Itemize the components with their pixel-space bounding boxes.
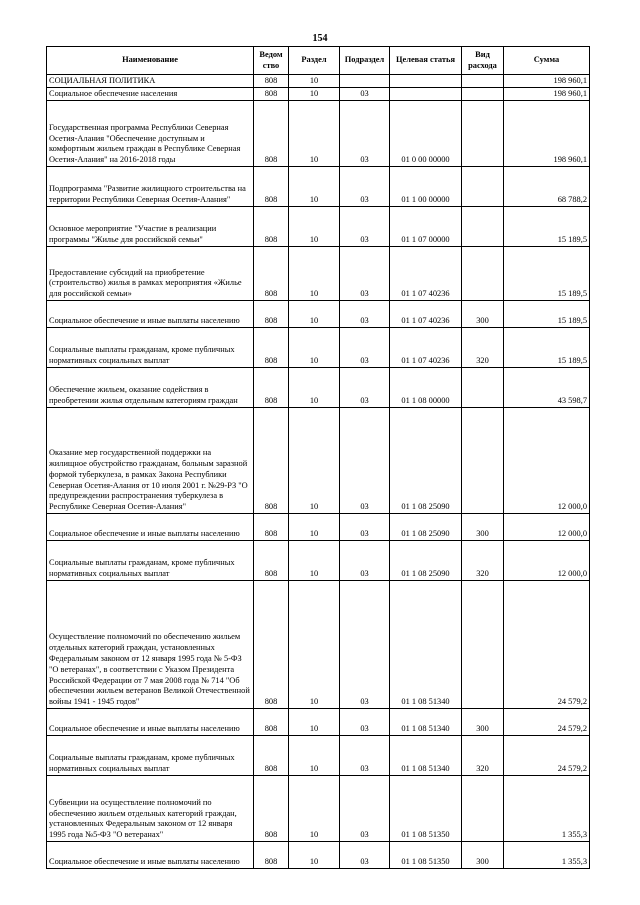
cell-name: Социальные выплаты гражданам, кроме публичных нормативных социальных выплат (47, 736, 254, 776)
cell-summa: 24 579,2 (504, 736, 590, 776)
cell-podrazdel: 03 (340, 541, 390, 581)
cell-vid: 300 (462, 842, 504, 869)
cell-vid: 300 (462, 709, 504, 736)
table-row (47, 581, 590, 709)
cell-podrazdel: 03 (340, 207, 390, 247)
cell-celevaya: 01 1 07 40236 (390, 247, 462, 301)
cell-razdel: 10 (289, 88, 340, 101)
cell-ved: 808 (254, 207, 289, 247)
cell-name: Социальное обеспечение и иные выплаты населению (47, 842, 254, 869)
cell-vid (462, 167, 504, 207)
header-ved: Ведом ство (254, 47, 289, 75)
table-row (47, 776, 590, 842)
table-row (47, 101, 590, 167)
cell-podrazdel: 03 (340, 736, 390, 776)
cell-ved: 808 (254, 328, 289, 368)
cell-razdel: 10 (289, 736, 340, 776)
cell-podrazdel (340, 75, 390, 88)
cell-razdel: 10 (289, 776, 340, 842)
cell-celevaya: 01 1 08 25090 (390, 514, 462, 541)
cell-summa: 12 000,0 (504, 514, 590, 541)
cell-name: Социальное обеспечение и иные выплаты населению (47, 514, 254, 541)
cell-summa: 15 189,5 (504, 328, 590, 368)
cell-podrazdel: 03 (340, 368, 390, 408)
header-razdel: Раздел (289, 47, 340, 75)
cell-podrazdel: 03 (340, 709, 390, 736)
cell-vid: 320 (462, 736, 504, 776)
cell-name: Основное мероприятие "Участие в реализации программы "Жилье для российской семьи" (47, 207, 254, 247)
cell-name: Социальные выплаты гражданам, кроме публичных нормативных социальных выплат (47, 328, 254, 368)
cell-ved: 808 (254, 842, 289, 869)
cell-vid (462, 581, 504, 709)
cell-celevaya: 01 0 00 00000 (390, 101, 462, 167)
cell-ved: 808 (254, 88, 289, 101)
cell-summa: 198 960,1 (504, 88, 590, 101)
cell-ved: 808 (254, 408, 289, 514)
table-row (47, 408, 590, 514)
cell-vid: 300 (462, 301, 504, 328)
cell-summa: 12 000,0 (504, 408, 590, 514)
cell-celevaya: 01 1 08 51350 (390, 776, 462, 842)
cell-celevaya: 01 1 00 00000 (390, 167, 462, 207)
cell-vid (462, 207, 504, 247)
header-name: Наименование (47, 47, 254, 75)
cell-podrazdel: 03 (340, 167, 390, 207)
cell-name: Субвенции на осуществление полномочий по обеспечению жильем отдельных категорий граждан, установленных Федеральным законом от 12 января 1995 года №5-ФЗ "О ветеранах" (47, 776, 254, 842)
table-row (47, 75, 590, 88)
table-header-row (47, 47, 590, 75)
cell-name: Социальное обеспечение и иные выплаты населению (47, 709, 254, 736)
cell-celevaya: 01 1 08 51340 (390, 709, 462, 736)
cell-ved: 808 (254, 736, 289, 776)
cell-podrazdel: 03 (340, 247, 390, 301)
cell-summa: 43 598,7 (504, 368, 590, 408)
cell-summa: 15 189,5 (504, 207, 590, 247)
cell-razdel: 10 (289, 408, 340, 514)
cell-summa: 68 788,2 (504, 167, 590, 207)
table-row (47, 709, 590, 736)
cell-razdel: 10 (289, 709, 340, 736)
table-row (47, 368, 590, 408)
cell-vid (462, 368, 504, 408)
cell-name: Государственная программа Республики Северная Осетия-Алания "Обеспечение доступным и комфортным жильем граждан в Республике Северная Осетия-Алания" на 2016-2018 годы (47, 101, 254, 167)
cell-name: Оказание мер государственной поддержки на жилищное обустройство гражданам, больным заразной формой туберкулеза, в рамках Закона Республики Северная Осетия-Алания от 10 июля 2001 г. №29-РЗ "О предупреждении распространения туберкулеза в Республике Северная Осетия-Алания" (47, 408, 254, 514)
cell-ved: 808 (254, 75, 289, 88)
table-row (47, 301, 590, 328)
cell-name: Предоставление субсидий на приобретение (строительство) жилья в рамках мероприятия «Жилье для российской семьи» (47, 247, 254, 301)
cell-ved: 808 (254, 581, 289, 709)
cell-celevaya: 01 1 08 51350 (390, 842, 462, 869)
cell-celevaya: 01 1 08 51340 (390, 581, 462, 709)
cell-razdel: 10 (289, 368, 340, 408)
cell-podrazdel: 03 (340, 514, 390, 541)
table-row (47, 328, 590, 368)
cell-ved: 808 (254, 301, 289, 328)
cell-celevaya: 01 1 07 00000 (390, 207, 462, 247)
cell-name: Социальное обеспечение населения (47, 88, 254, 101)
cell-podrazdel: 03 (340, 776, 390, 842)
cell-razdel: 10 (289, 75, 340, 88)
cell-ved: 808 (254, 167, 289, 207)
cell-celevaya: 01 1 08 25090 (390, 541, 462, 581)
cell-celevaya: 01 1 08 25090 (390, 408, 462, 514)
cell-razdel: 10 (289, 842, 340, 869)
cell-razdel: 10 (289, 207, 340, 247)
cell-vid (462, 75, 504, 88)
table-row (47, 736, 590, 776)
cell-ved: 808 (254, 101, 289, 167)
cell-ved: 808 (254, 709, 289, 736)
cell-vid (462, 776, 504, 842)
header-celevaya: Целевая статья (390, 47, 462, 75)
header-summa: Сумма (504, 47, 590, 75)
table-row (47, 541, 590, 581)
cell-name: СОЦИАЛЬНАЯ ПОЛИТИКА (47, 75, 254, 88)
table-row (47, 514, 590, 541)
cell-name: Социальное обеспечение и иные выплаты населению (47, 301, 254, 328)
cell-razdel: 10 (289, 247, 340, 301)
cell-name: Подпрограмма "Развитие жилищного строительства на территории Республики Северная Осетия-Алания" (47, 167, 254, 207)
cell-ved: 808 (254, 247, 289, 301)
budget-table (46, 46, 590, 869)
cell-razdel: 10 (289, 167, 340, 207)
cell-razdel: 10 (289, 581, 340, 709)
cell-summa: 15 189,5 (504, 247, 590, 301)
cell-summa: 24 579,2 (504, 709, 590, 736)
cell-celevaya: 01 1 08 51340 (390, 736, 462, 776)
cell-podrazdel: 03 (340, 408, 390, 514)
cell-razdel: 10 (289, 514, 340, 541)
cell-vid (462, 88, 504, 101)
cell-vid (462, 247, 504, 301)
cell-summa: 1 355,3 (504, 776, 590, 842)
cell-celevaya (390, 75, 462, 88)
cell-celevaya: 01 1 07 40236 (390, 328, 462, 368)
cell-vid: 300 (462, 514, 504, 541)
cell-vid: 320 (462, 328, 504, 368)
cell-name: Осуществление полномочий по обеспечению жильем отдельных категорий граждан, установленных Федеральным законом от 12 января 1995 года № 5-ФЗ "О ветеранах", в соответствии с Указом Президента Российской Федерации от 7 мая 2008 года № 714 "Об обеспечении жильем ветеранов Великой Отечественной войны 1941 - 1945 годов" (47, 581, 254, 709)
cell-celevaya: 01 1 08 00000 (390, 368, 462, 408)
cell-razdel: 10 (289, 541, 340, 581)
cell-vid: 320 (462, 541, 504, 581)
cell-podrazdel: 03 (340, 301, 390, 328)
cell-name: Социальные выплаты гражданам, кроме публичных нормативных социальных выплат (47, 541, 254, 581)
cell-summa: 1 355,3 (504, 842, 590, 869)
cell-summa: 15 189,5 (504, 301, 590, 328)
cell-razdel: 10 (289, 328, 340, 368)
cell-vid (462, 101, 504, 167)
cell-ved: 808 (254, 541, 289, 581)
cell-vid (462, 408, 504, 514)
page-number: 154 (312, 33, 328, 44)
cell-name: Обеспечение жильем, оказание содействия в преобретении жилья отдельным категориям граждан (47, 368, 254, 408)
cell-podrazdel: 03 (340, 101, 390, 167)
cell-razdel: 10 (289, 301, 340, 328)
cell-celevaya: 01 1 07 40236 (390, 301, 462, 328)
header-podrazdel: Подраздел (340, 47, 390, 75)
cell-podrazdel: 03 (340, 842, 390, 869)
cell-podrazdel: 03 (340, 581, 390, 709)
cell-podrazdel: 03 (340, 328, 390, 368)
cell-ved: 808 (254, 514, 289, 541)
cell-ved: 808 (254, 776, 289, 842)
cell-razdel: 10 (289, 101, 340, 167)
cell-summa: 198 960,1 (504, 75, 590, 88)
cell-summa: 198 960,1 (504, 101, 590, 167)
cell-celevaya (390, 88, 462, 101)
cell-ved: 808 (254, 368, 289, 408)
table-row (47, 88, 590, 101)
header-vid: Вид расхода (462, 47, 504, 75)
table-row (47, 247, 590, 301)
table-row (47, 167, 590, 207)
table-row (47, 207, 590, 247)
cell-podrazdel: 03 (340, 88, 390, 101)
cell-summa: 24 579,2 (504, 581, 590, 709)
cell-summa: 12 000,0 (504, 541, 590, 581)
table-row (47, 842, 590, 869)
